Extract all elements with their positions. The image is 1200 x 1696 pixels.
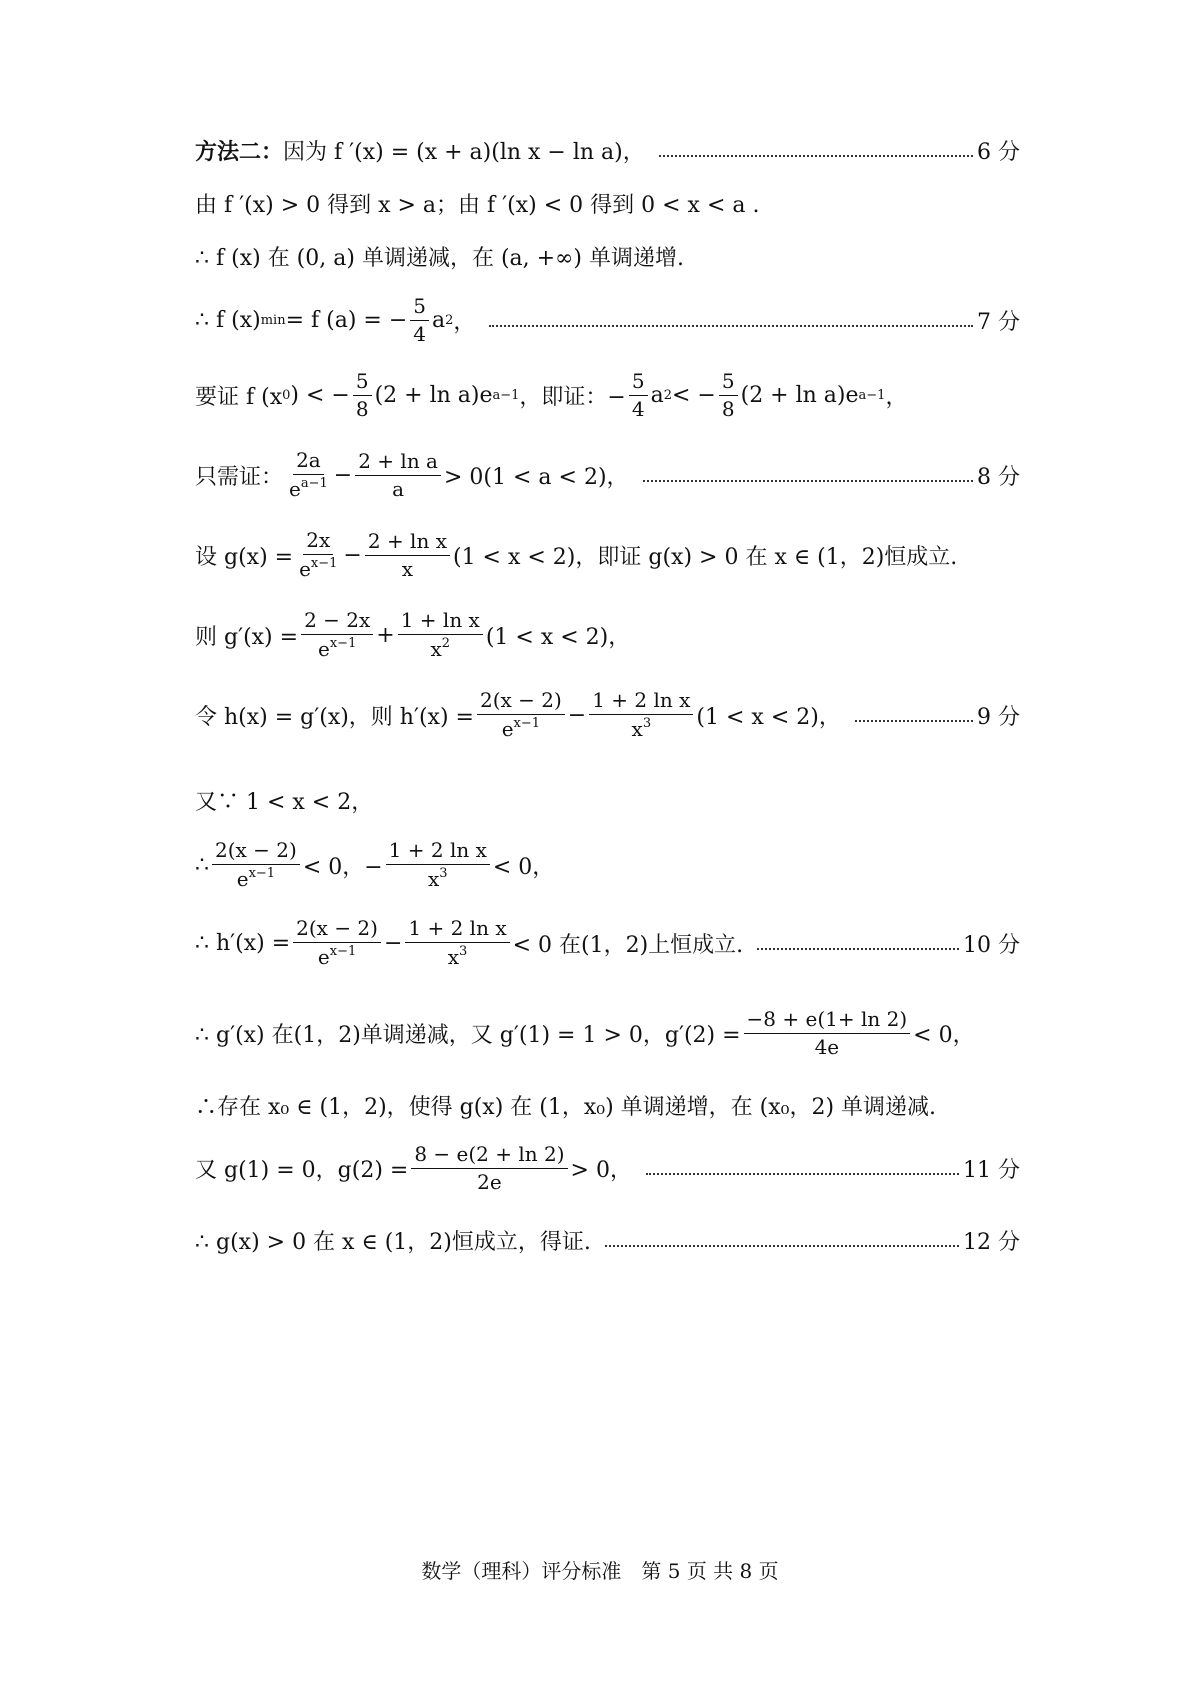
denominator [315, 635, 359, 661]
proof-line-conclusion [195, 1220, 1020, 1260]
den-base: e [318, 637, 330, 661]
numerator: 2(x − 2) [212, 839, 300, 865]
expr-part: a [650, 382, 664, 408]
superscript: a−1 [492, 387, 520, 403]
score-9: 9 分 [977, 704, 1020, 730]
denominator [499, 715, 543, 741]
numerator: 2 + ln x [365, 530, 450, 556]
superscript: x−1 [513, 716, 541, 731]
expr-part: 要证 f (x [195, 384, 283, 410]
superscript: x−1 [248, 866, 276, 881]
proof-line-only-need [195, 440, 1020, 510]
superscript: 2 [445, 312, 454, 328]
expr-part: ， [885, 384, 908, 410]
expr-part: (1 < x < 2)， [696, 704, 841, 730]
page-footer: 数学（理科）评分标准 第 5 页 共 8 页 [421, 1559, 779, 1583]
proof-line [195, 780, 1020, 820]
den-base: e [299, 557, 311, 581]
numerator: 5 [719, 370, 738, 396]
expr-part: 又 g(1) = 0，g(2) = [195, 1157, 409, 1183]
denominator: 4 [413, 321, 426, 346]
den-base: x [430, 637, 442, 661]
proof-line-signs [195, 830, 1020, 900]
score-8: 8 分 [977, 464, 1020, 490]
den-base: e [236, 867, 249, 891]
expr-part: ∴ g′(x) 在(1，2)单调递减，又 g′(1) = 1 > 0，g′(2) = [195, 1022, 741, 1048]
numerator: 1 + 2 ln x [405, 917, 509, 943]
fraction [477, 689, 565, 741]
expr-part: > 0， [570, 1157, 632, 1183]
score-10: 10 分 [963, 932, 1020, 958]
numerator: 1 + 2 ln x [589, 689, 693, 715]
method-heading: 方法二： [195, 139, 284, 165]
proof-line [195, 1085, 1020, 1125]
proof-line-g-prime [195, 600, 1020, 670]
denominator [629, 715, 655, 741]
denominator [234, 865, 278, 891]
dot-leader [659, 155, 973, 157]
fraction [744, 1008, 911, 1059]
expr-part: < − [672, 382, 716, 408]
fraction [296, 529, 340, 581]
numerator: 2x [303, 529, 333, 555]
fraction [410, 295, 429, 346]
expr-part: a [432, 307, 446, 333]
denominator [445, 943, 471, 969]
line-text: 由 f ′(x) > 0 得到 x > a；由 f ′(x) < 0 得到 0 < x < a . [195, 192, 760, 218]
proof-line [195, 236, 1020, 276]
fraction [398, 609, 483, 661]
fraction [405, 917, 509, 969]
line-text: ∴ f (x) 在 (0, a) 单调递减，在 (a, +∞) 单调递增. [195, 245, 684, 271]
superscript: 3 [459, 944, 468, 959]
dot-leader [646, 1173, 959, 1175]
proof-line-g-prime-dec [195, 998, 1020, 1068]
line-text: ∴ g(x) > 0 在 x ∈ (1，2)恒成立，得证. [195, 1229, 591, 1255]
superscript: 3 [439, 866, 448, 881]
fraction [589, 689, 693, 741]
den-base: e [289, 477, 301, 501]
superscript: x−1 [329, 636, 357, 651]
expr-part: < 0， [913, 1022, 975, 1048]
line-text: 因为 f ′(x) = (x + a)(ln x − ln a)， [283, 139, 645, 165]
expr-part: ， [453, 309, 476, 335]
expr-part: > 0(1 < a < 2)， [443, 464, 629, 490]
line-text: 又∵ 1 < x < 2， [195, 789, 374, 815]
expr-part: ) < − [290, 382, 350, 408]
den-base: x [447, 945, 459, 969]
expr-part: − [343, 542, 362, 568]
fraction [286, 449, 331, 501]
numerator: 1 + ln x [398, 609, 483, 635]
numerator: 2(x − 2) [477, 689, 565, 715]
numerator: 2a [293, 449, 324, 475]
expr-part: ∴ [195, 852, 209, 878]
fraction [386, 839, 490, 891]
den-base: e [317, 945, 330, 969]
fraction [301, 609, 373, 661]
line-text: ∴存在 x₀ ∈ (1，2)，使得 g(x) 在 (1，x₀) 单调递增，在 (x₀，2) 单调递减. [195, 1094, 937, 1120]
expr-part: − [567, 702, 587, 728]
denominator [428, 635, 454, 661]
expr-part: (1 < x < 2)， [485, 624, 631, 650]
expr-part: (1 < x < 2)，即证 g(x) > 0 在 x ∈ (1，2)恒成立. [452, 544, 958, 570]
den-base: x [631, 717, 643, 741]
dot-leader [605, 1245, 959, 1247]
expr-part: + [376, 622, 395, 648]
numerator: 5 [629, 370, 648, 396]
numerator: 1 + 2 ln x [386, 839, 490, 865]
denominator [315, 943, 359, 969]
expr-part: − [333, 462, 353, 488]
proof-line-method-two [195, 130, 1020, 170]
expr-part: ∴ f (x) [195, 307, 261, 333]
dot-leader [643, 480, 973, 482]
denominator [296, 555, 340, 581]
denominator: 2e [477, 1169, 502, 1194]
proof-line-g-values [195, 1133, 1020, 1203]
dot-leader [489, 325, 973, 327]
expr-part: 只需证： [195, 464, 284, 490]
denominator: 8 [355, 396, 369, 421]
dot-leader [757, 948, 959, 950]
denominator [286, 475, 331, 501]
numerator: 5 [353, 370, 372, 396]
expr-part: 设 g(x) = [195, 544, 294, 570]
superscript: x−1 [310, 556, 338, 571]
proof-line-min [195, 285, 1020, 355]
numerator: 2 − 2x [301, 609, 373, 635]
score-6: 6 分 [977, 139, 1020, 165]
numerator: 2 + ln a [355, 450, 441, 476]
numerator: −8 + e(1+ ln 2) [744, 1008, 911, 1034]
denominator: a [392, 476, 405, 501]
superscript: 3 [642, 716, 652, 731]
superscript: a−1 [300, 476, 328, 491]
dot-leader [855, 720, 973, 722]
proof-line [195, 183, 1020, 223]
denominator [425, 865, 451, 891]
fraction [365, 530, 450, 581]
superscript: x−1 [329, 944, 357, 959]
fraction [212, 839, 300, 891]
expr-part: ∴ h′(x) = [195, 930, 291, 956]
score-12: 12 分 [963, 1229, 1020, 1255]
expr-part: 则 g′(x) = [195, 624, 299, 650]
score-11: 11 分 [963, 1157, 1020, 1183]
fraction [293, 917, 381, 969]
subscript: min [260, 312, 286, 328]
expr-part: (2 + ln a)e [740, 382, 859, 408]
superscript: 2 [663, 387, 672, 403]
proof-line-define-g [195, 520, 1020, 590]
expr-part: ，即证：− [519, 384, 626, 410]
fraction [719, 370, 738, 421]
den-base: e [501, 717, 514, 741]
expr-part: (2 + ln a)e [374, 382, 493, 408]
numerator: 5 [410, 295, 429, 321]
superscript: 2 [441, 636, 451, 651]
fraction [411, 1143, 567, 1194]
subscript: 0 [282, 387, 291, 403]
proof-line-h-prime-neg [195, 908, 1020, 978]
proof-line-h [195, 680, 1020, 750]
score-7: 7 分 [977, 309, 1020, 335]
expr-part: < 0 在(1，2)上恒成立. [512, 932, 744, 958]
numerator: 2(x − 2) [293, 917, 381, 943]
superscript: a−1 [858, 387, 886, 403]
expr-part: < 0，− [302, 854, 383, 880]
proof-line-to-prove [195, 360, 1020, 430]
denominator: x [401, 556, 414, 581]
expr-part: < 0， [492, 854, 555, 880]
denominator: 8 [721, 396, 735, 421]
expr-part: 令 h(x) = g′(x)，则 h′(x) = [195, 704, 474, 730]
denominator: 4e [814, 1034, 840, 1059]
expr-part: = f (a) = − [285, 307, 408, 333]
numerator: 8 − e(2 + ln 2) [411, 1143, 567, 1169]
fraction [353, 370, 372, 421]
denominator: 4 [631, 396, 645, 421]
fraction [629, 370, 648, 421]
expr-part: − [383, 930, 403, 956]
den-base: x [427, 867, 440, 891]
fraction [355, 450, 441, 501]
